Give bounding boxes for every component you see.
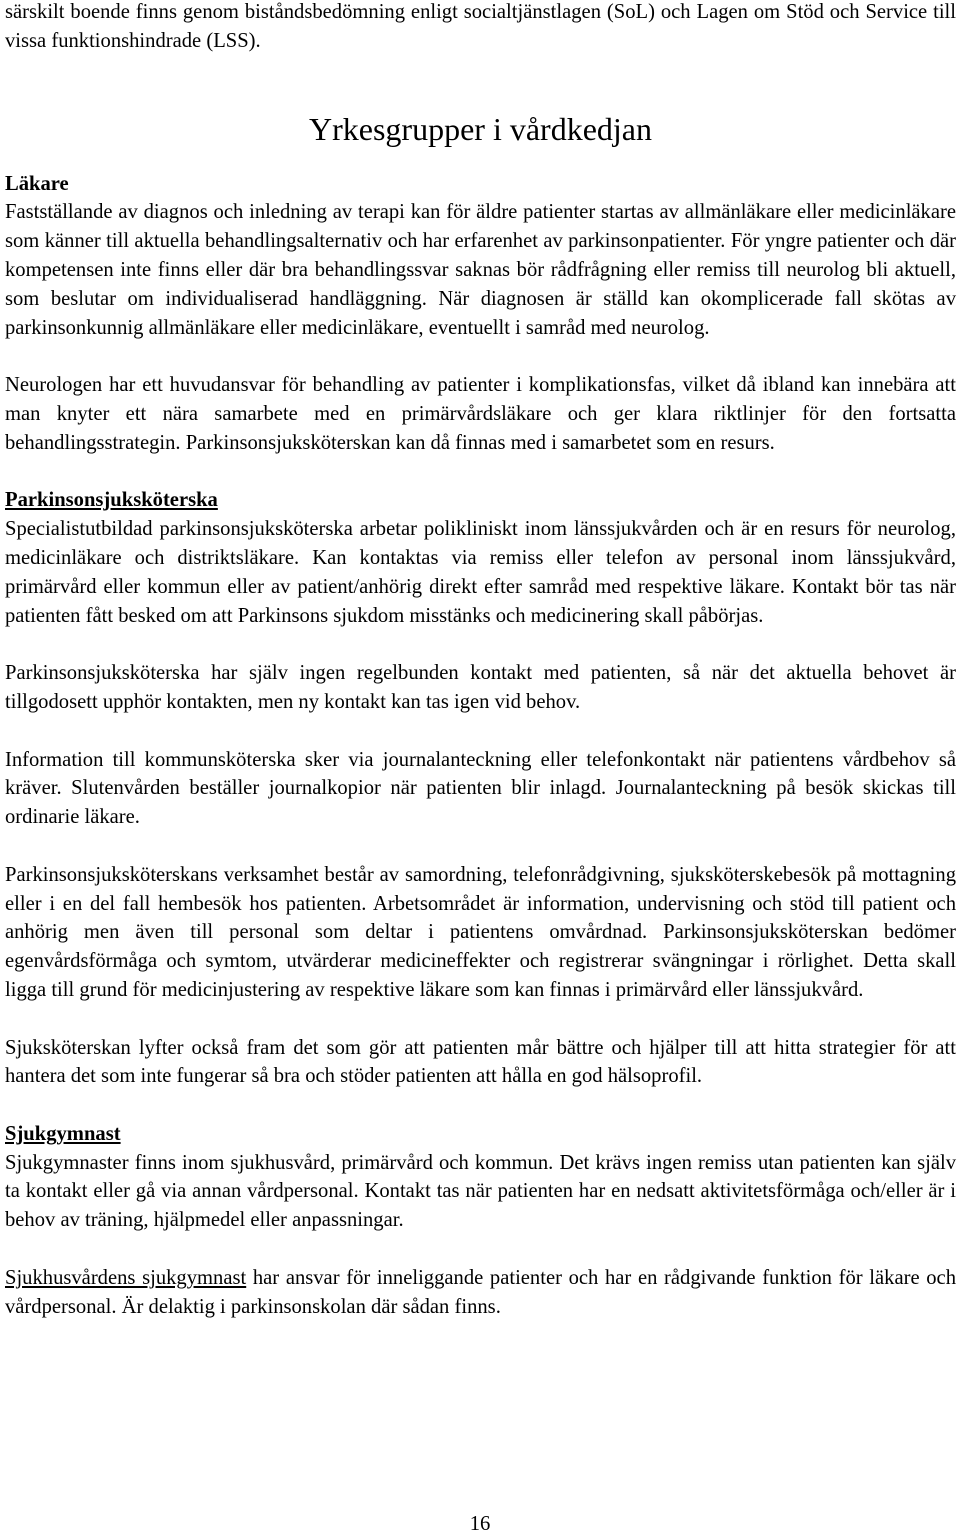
sjukgymnast-paragraph-1: Sjukgymnaster finns inom sjukhusvård, primärvård och kommun. Det krävs ingen remiss utan patienten kan själv ta kontakt eller gå via annan vårdpersonal. Kontakt tas när patienten har en nedsatt aktivitetsförmåga och/eller är i behov av träning, hjälpmedel eller anpassningar.: [5, 1151, 956, 1232]
heading-sjukgymnast: Sjukgymnast: [5, 1122, 121, 1145]
sjukskoterska-paragraph-2: Parkinsonsjuksköterska har själv ingen regelbunden kontakt med patienten, så när det aktuella behovet är tillgodosett upphör kontakten, men ny kontakt kan tas igen vid behov.: [5, 662, 956, 713]
sjukskoterska-paragraph-4: Parkinsonsjuksköterskans verksamhet består av samordning, telefonrådgivning, sjuksköterskebesök på mottagning eller i en del fall hembesök hos patienten. Arbetsområdet är information, undervisning och stöd till patient och anhörig men även till personal som deltar i patientens omvårdnad. Parkinsonsjuksköterskan bedömer egenvårdsförmåga och symtom, utvärderar medicineffekter och registrerar svängningar i rörlighet. Detta skall ligga till grund för medicinjustering av respektive läkare som kan finnas i primärvård eller länssjukvård.: [5, 863, 956, 1001]
lakare-paragraph-2: Neurologen har ett huvudansvar för behandling av patienter i komplikationsfas, vilket då ibland kan innebära att man knyter ett nära samarbete med en primärvårdsläkare och ger klara riktlinjer för den fortsatta behandlingsstrategin. Parkinsonsjuksköterskan kan då finnas med i samarbetet som en resurs.: [5, 374, 956, 454]
sjukskoterska-paragraph-5: Sjuksköterskan lyfter också fram det som gör att patienten mår bättre och hjälper till att hitta strategier för att hantera det som inte fungerar så bra och stöder patienten att hålla en god hälsoprofil.: [5, 1036, 956, 1088]
sjukgymnast-paragraph-2-text: har ansvar för inneliggande patienter och har en rådgivande funktion för läkare och vårdpersonal. Är delaktig i parkinsonskolan där sådan finns.: [5, 1266, 956, 1318]
heading-lakare: Läkare: [5, 172, 69, 195]
section-parkinsonsjukskoterska: [5, 486, 956, 1091]
sjukgymnast-paragraph-2: [5, 1264, 956, 1322]
lakare-paragraph-1: Fastställande av diagnos och inledning av terapi kan för äldre patienter startas av allmänläkare eller medicinläkare som känner till aktuella behandlingsalternativ och har erfarenhet av parkinsonpatienter. För yngre patienter och där kompetensen inte finns eller där bra behandlingssvar saknas bör rådfrågning eller remiss till neurolog bli aktuell, som beslutar om individualiserad handläggning. När diagnosen är ställd kan okomplicerade fall skötas av parkinsonkunnig allmänläkare eller medicinläkare, eventuellt i samråd med neurolog.: [5, 201, 956, 339]
intro-paragraph: särskilt boende finns genom biståndsbedömning enligt socialtjänstlagen (SoL) och Lagen om Stöd och Service till vissa funktionshindrade (LSS).: [5, 1, 956, 52]
sjukskoterska-paragraph-1: Specialistutbildad parkinsonsjuksköterska arbetar polikliniskt inom länssjukvården och är en resurs för neurolog, medicinläkare och distriktsläkare. Kan kontaktas via remiss eller telefon av personal inom länssjukvård, primärvård eller kommun eller av patient/anhörig direkt efter samråd med respektive läkare. Kontakt bör tas när patienten fått besked om att Parkinsons sjukdom misstänks och medicinering skall påbörjas.: [5, 518, 956, 627]
document-page: [5, 0, 956, 1321]
section-lakare: [5, 170, 956, 458]
section-sjukgymnast: [5, 1120, 956, 1322]
page-title: Yrkesgrupper i vårdkedjan: [309, 110, 652, 147]
sjukskoterska-paragraph-3: Information till kommunsköterska sker via journalanteckning eller telefonkontakt när patientens vårdbehov så kräver. Slutenvården beställer journalkopior när patienten blir inlagd. Journalanteckning på besök skickas till ordinarie läkare.: [5, 748, 956, 829]
heading-parkinsonsjukskoterska: Parkinsonsjuksköterska: [5, 489, 218, 512]
page-number: 16: [469, 1513, 491, 1535]
sjukhusvardens-sjukgymnast-term: Sjukhusvårdens sjukgymnast: [5, 1266, 247, 1289]
